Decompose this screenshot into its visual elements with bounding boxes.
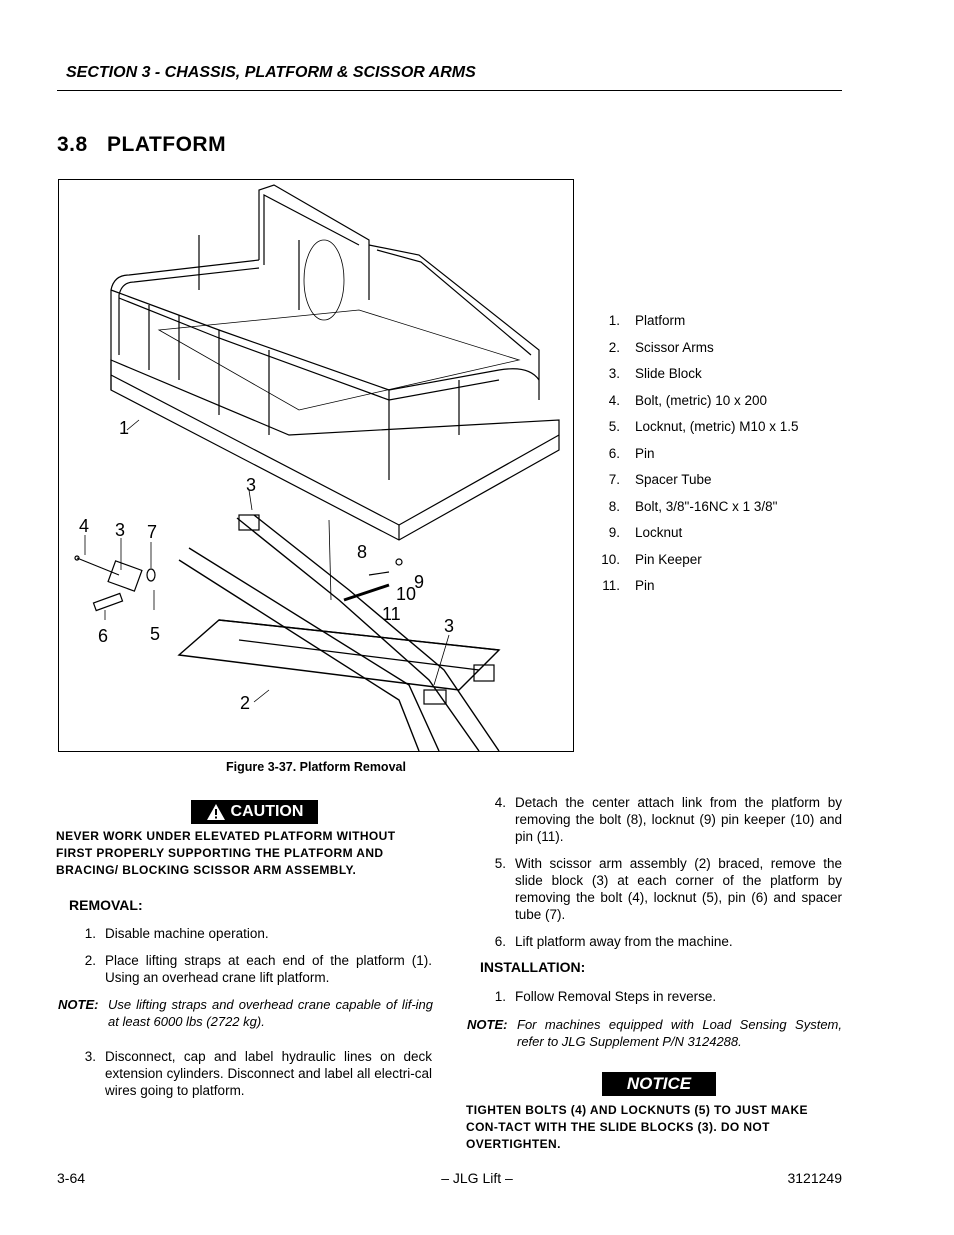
callout-8: 8 [357, 542, 368, 562]
removal-heading: REMOVAL: [69, 897, 143, 913]
installation-heading: INSTALLATION: [480, 959, 586, 975]
figure-caption: Figure 3-37. Platform Removal [226, 760, 406, 774]
callout-3-top: 3 [246, 475, 257, 495]
callout-3-left: 3 [115, 520, 126, 540]
section-header: SECTION 3 - CHASSIS, PLATFORM & SCISSOR ARMS [66, 64, 476, 81]
header-rule [57, 90, 842, 91]
callout-9: 9 [414, 572, 425, 592]
callout-4: 4 [79, 516, 90, 536]
notice-text: TIGHTEN BOLTS (4) AND LOCKNUTS (5) TO JUST MAKE CON-TACT WITH THE SLIDE BLOCKS (3). DO NOT OVERTIGHTEN. [466, 1103, 808, 1151]
page-number: 3-64 [57, 1170, 86, 1186]
caution-text: NEVER WORK UNDER ELEVATED PLATFORM WITHOUT FIRST PROPERLY SUPPORTING THE PLATFORM AND BRACING/ BLOCKING SCISSOR ARM ASSEMBLY. [56, 829, 396, 877]
page-title [57, 133, 226, 157]
warning-triangle-icon [206, 803, 226, 821]
callout-7: 7 [147, 522, 158, 542]
caution-label: CAUTION [230, 803, 304, 820]
callout-10: 10 [396, 584, 417, 604]
figure-frame [58, 179, 574, 752]
caution-badge [191, 800, 318, 824]
document-number: 3121249 [787, 1170, 842, 1186]
callout-1: 1 [119, 418, 130, 438]
callout-5: 5 [150, 624, 161, 644]
section-number: 3.8 [57, 133, 88, 156]
callout-6: 6 [98, 626, 109, 646]
callout-11: 11 [382, 604, 401, 624]
footer-brand: – JLG Lift – [441, 1170, 513, 1186]
section-title: PLATFORM [107, 133, 227, 156]
callout-3-right: 3 [444, 616, 455, 636]
platform-removal-illustration [59, 180, 573, 751]
notice-badge: NOTICE [602, 1072, 716, 1096]
callout-2: 2 [240, 693, 251, 713]
